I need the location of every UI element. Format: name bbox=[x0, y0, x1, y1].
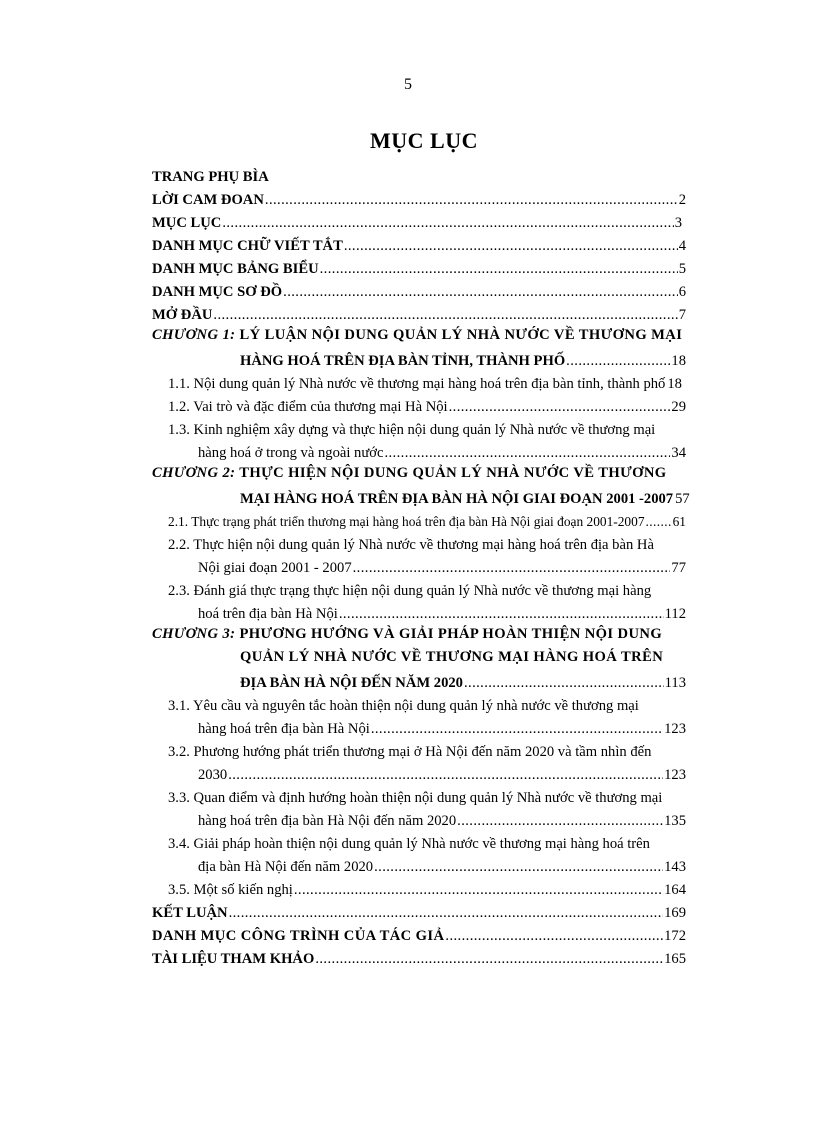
toc-section-1-1: 1.1. Nội dung quản lý Nhà nước về thương mại hàng hoá trên địa bàn tỉnh, thành phố 18 bbox=[168, 376, 682, 392]
toc-section-2-3: 2.3. Đánh giá thực trạng thực hiện nội dung quản lý Nhà nước về thương mại hàng bbox=[168, 583, 652, 599]
toc-section-2-2-cont: Nội giai đoạn 2001 - 2007 ..... 77 bbox=[152, 555, 686, 578]
toc-chapter-2-heading-cont: MẠI HÀNG HOÁ TRÊN ĐỊA BÀN HÀ NỘI GIAI ĐOẠN 2001 -2007 57 bbox=[240, 491, 690, 507]
toc-section-2-2: 2.2. Thực hiện nội dung quản lý Nhà nước về thương mại hàng hoá trên địa bàn Hà bbox=[168, 537, 654, 553]
toc-entry-introduction: MỞ ĐẦU ..... 7 bbox=[152, 302, 686, 325]
toc-section-1-3-cont: hàng hoá ở trong và ngoài nước ..... 34 bbox=[152, 440, 686, 463]
toc-entry-diagrams: DANH MỤC SƠ ĐỒ ..... 6 bbox=[152, 279, 686, 302]
toc-entry-cover: TRANG PHỤ BÌA bbox=[152, 169, 269, 185]
toc-section-3-1: 3.1. Yêu cầu và nguyên tắc hoàn thiện nội dung quản lý nhà nước về thương mại bbox=[168, 698, 639, 714]
toc-section-3-4: 3.4. Giải pháp hoàn thiện nội dung quản lý Nhà nước về thương mại hàng hoá trên bbox=[168, 836, 650, 852]
toc-section-2-3-cont: hoá trên địa bàn Hà Nội ..... 112 bbox=[152, 601, 686, 624]
toc-entry-references: TÀI LIỆU THAM KHẢO ..... 165 bbox=[152, 946, 686, 969]
toc-section-3-3-cont: hàng hoá trên địa bàn Hà Nội đến năm 2020 ..... 135 bbox=[152, 808, 686, 831]
toc-chapter-2-heading: CHƯƠNG 2: THỰC HIỆN NỘI DUNG QUẢN LÝ NHÀ NƯỚC VỀ THƯƠNG bbox=[152, 465, 667, 481]
toc-section-1-3: 1.3. Kinh nghiệm xây dựng và thực hiện nội dung quản lý Nhà nước về thương mại bbox=[168, 422, 656, 438]
toc-entry-contents: MỤC LỤC ..... 3 bbox=[152, 210, 686, 233]
toc-section-3-1-cont: hàng hoá trên địa bàn Hà Nội ..... 123 bbox=[152, 716, 686, 739]
toc-entry-abbreviations: DANH MỤC CHỮ VIẾT TẮT ..... 4 bbox=[152, 233, 686, 256]
page-title: MỤC LỤC bbox=[370, 128, 478, 153]
page-number: 5 bbox=[404, 76, 412, 93]
toc-entry-tables: DANH MỤC BẢNG BIỂU ..... 5 bbox=[152, 256, 686, 279]
toc-chapter-1-heading-cont: HÀNG HOÁ TRÊN ĐỊA BÀN TỈNH, THÀNH PHỐ ..... 18 bbox=[152, 348, 686, 371]
toc-section-3-4-cont: địa bàn Hà Nội đến năm 2020 ..... 143 bbox=[152, 854, 686, 877]
toc-section-3-3: 3.3. Quan điểm và định hướng hoàn thiện nội dung quản lý Nhà nước về thương mại bbox=[168, 790, 663, 806]
toc-section-3-2: 3.2. Phương hướng phát triển thương mại ở Hà Nội đến năm 2020 và tầm nhìn đến bbox=[168, 744, 652, 760]
toc-section-2-1: 2.1. Thực trạng phát triển thương mại hàng hoá trên địa bàn Hà Nội giai đoạn 2001-2007 ..... 61 bbox=[152, 509, 686, 532]
toc-chapter-1-heading: CHƯƠNG 1: LÝ LUẬN NỘI DUNG QUẢN LÝ NHÀ NƯỚC VỀ THƯƠNG MẠI bbox=[152, 327, 683, 343]
toc-entry-declaration: LỜI CAM ĐOAN ..... 2 bbox=[152, 187, 686, 210]
toc-chapter-3-heading: CHƯƠNG 3: PHƯƠNG HƯỚNG VÀ GIẢI PHÁP HOÀN THIỆN NỘI DUNG bbox=[152, 626, 663, 642]
toc-entry-conclusion: KẾT LUẬN ..... 169 bbox=[152, 900, 686, 923]
table-of-contents bbox=[152, 164, 690, 969]
toc-section-3-5: 3.5. Một số kiến nghị ..... 164 bbox=[152, 877, 686, 900]
toc-chapter-3-heading-cont2: ĐỊA BÀN HÀ NỘI ĐẾN NĂM 2020 ..... 113 bbox=[152, 670, 686, 693]
toc-entry-publications: DANH MỤC CÔNG TRÌNH CỦA TÁC GIẢ ..... 172 bbox=[152, 923, 686, 946]
toc-section-3-2-cont: 2030 ..... 123 bbox=[152, 762, 686, 785]
toc-chapter-3-heading-cont: QUẢN LÝ NHÀ NƯỚC VỀ THƯƠNG MẠI HÀNG HOÁ TRÊN bbox=[240, 649, 664, 665]
toc-section-1-2: 1.2. Vai trò và đặc điểm của thương mại Hà Nội ..... 29 bbox=[152, 394, 686, 417]
